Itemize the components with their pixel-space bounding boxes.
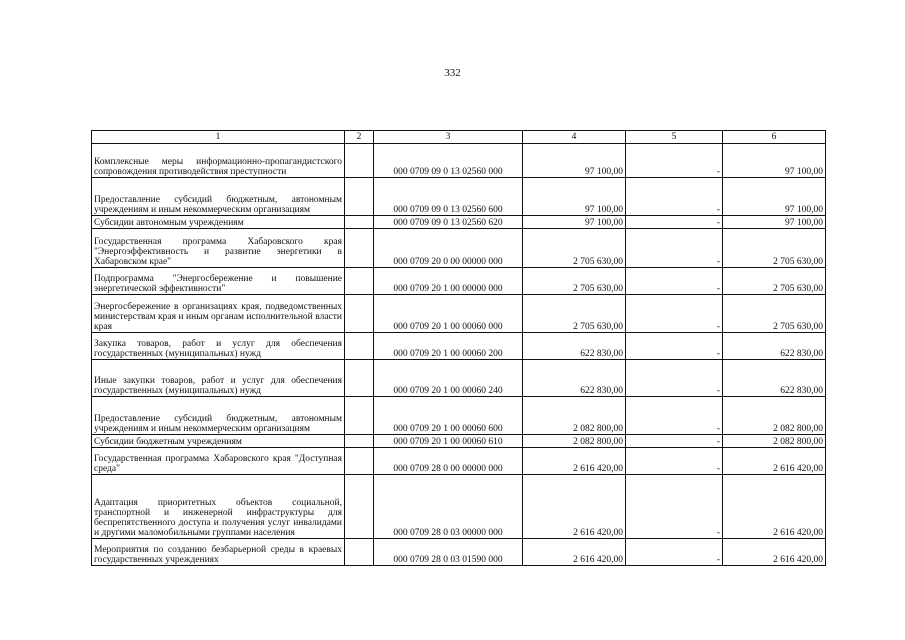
row-col5: - <box>626 539 723 566</box>
row-code: 000 0709 09 0 13 02560 000 <box>374 144 523 178</box>
row-name: Предоставление субсидий бюджетным, автономным учреждениям и иным некоммерческим организациям <box>92 178 345 216</box>
row-name: Субсидии автономным учреждениям <box>92 216 345 229</box>
row-name: Мероприятия по созданию безбарьерной среды в краевых государственных учреждениях <box>92 539 345 566</box>
row-amount: 2 616 420,00 <box>523 448 626 475</box>
row-amount: 97 100,00 <box>523 216 626 229</box>
table-row <box>92 435 826 448</box>
row-col5: - <box>626 178 723 216</box>
row-code: 000 0709 20 1 00 00060 600 <box>374 397 523 435</box>
row-col2 <box>345 435 374 448</box>
row-amount: 2 082 800,00 <box>523 397 626 435</box>
row-code: 000 0709 09 0 13 02560 620 <box>374 216 523 229</box>
row-code: 000 0709 28 0 03 01590 000 <box>374 539 523 566</box>
row-name: Иные закупки товаров, работ и услуг для обеспечения государственных (муниципальных) нужд <box>92 360 345 397</box>
row-amount: 2 616 420,00 <box>523 475 626 539</box>
column-header: 1 <box>92 131 345 144</box>
row-code: 000 0709 20 1 00 00060 610 <box>374 435 523 448</box>
table-row <box>92 475 826 539</box>
row-amount: 97 100,00 <box>523 144 626 178</box>
row-col5: - <box>626 295 723 333</box>
row-total: 97 100,00 <box>723 216 826 229</box>
table-row <box>92 397 826 435</box>
table-row <box>92 360 826 397</box>
row-total: 2 616 420,00 <box>723 539 826 566</box>
table-row <box>92 268 826 295</box>
row-code: 000 0709 09 0 13 02560 600 <box>374 178 523 216</box>
row-total: 622 830,00 <box>723 360 826 397</box>
row-col5: - <box>626 216 723 229</box>
row-name: Энергосбережение в организациях края, подведомственных министерствам края и иным органам исполнительной власти края <box>92 295 345 333</box>
row-name: Субсидии бюджетным учреждениям <box>92 435 345 448</box>
row-name: Государственная программа Хабаровского края "Доступная среда" <box>92 448 345 475</box>
table-row <box>92 216 826 229</box>
row-code: 000 0709 20 1 00 00060 200 <box>374 333 523 360</box>
row-code: 000 0709 20 0 00 00000 000 <box>374 229 523 268</box>
row-amount: 622 830,00 <box>523 360 626 397</box>
column-header: 6 <box>723 131 826 144</box>
row-total: 97 100,00 <box>723 178 826 216</box>
table-row <box>92 448 826 475</box>
row-col5: - <box>626 268 723 295</box>
page-number: 332 <box>444 67 461 79</box>
row-total: 2 705 630,00 <box>723 268 826 295</box>
row-col5: - <box>626 448 723 475</box>
row-total: 2 616 420,00 <box>723 448 826 475</box>
row-col2 <box>345 229 374 268</box>
row-amount: 622 830,00 <box>523 333 626 360</box>
row-code: 000 0709 20 1 00 00060 240 <box>374 360 523 397</box>
table-row <box>92 539 826 566</box>
row-col2 <box>345 448 374 475</box>
row-amount: 2 705 630,00 <box>523 229 626 268</box>
row-amount: 2 082 800,00 <box>523 435 626 448</box>
row-col5: - <box>626 397 723 435</box>
row-col2 <box>345 144 374 178</box>
row-col2 <box>345 295 374 333</box>
column-header: 2 <box>345 131 374 144</box>
row-col2 <box>345 360 374 397</box>
row-col5: - <box>626 229 723 268</box>
table-header-row <box>92 131 826 144</box>
row-col5: - <box>626 435 723 448</box>
row-total: 2 082 800,00 <box>723 435 826 448</box>
row-name: Закупка товаров, работ и услуг для обеспечения государственных (муниципальных) нужд <box>92 333 345 360</box>
row-col2 <box>345 268 374 295</box>
row-col2 <box>345 539 374 566</box>
row-amount: 2 616 420,00 <box>523 539 626 566</box>
row-name: Подпрограмма "Энергосбережение и повышение энергетической эффективности" <box>92 268 345 295</box>
row-total: 2 705 630,00 <box>723 229 826 268</box>
row-name: Комплексные меры информационно-пропагандистского сопровождения противодействия преступности <box>92 144 345 178</box>
table-row <box>92 333 826 360</box>
row-total: 2 616 420,00 <box>723 475 826 539</box>
row-amount: 97 100,00 <box>523 178 626 216</box>
row-col2 <box>345 333 374 360</box>
row-col2 <box>345 216 374 229</box>
table-row <box>92 229 826 268</box>
column-header: 3 <box>374 131 523 144</box>
row-name: Предоставление субсидий бюджетным, автономным учреждениям и иным некоммерческим организациям <box>92 397 345 435</box>
row-name: Государственная программа Хабаровского края "Энергоэффективность и развитие энергетики в Хабаровском крае" <box>92 229 345 268</box>
budget-table <box>91 130 826 566</box>
row-total: 97 100,00 <box>723 144 826 178</box>
row-total: 2 082 800,00 <box>723 397 826 435</box>
table-row <box>92 144 826 178</box>
row-col2 <box>345 397 374 435</box>
row-col5: - <box>626 360 723 397</box>
table-row <box>92 295 826 333</box>
row-amount: 2 705 630,00 <box>523 295 626 333</box>
row-code: 000 0709 28 0 03 00000 000 <box>374 475 523 539</box>
row-col5: - <box>626 333 723 360</box>
row-total: 622 830,00 <box>723 333 826 360</box>
row-amount: 2 705 630,00 <box>523 268 626 295</box>
row-total: 2 705 630,00 <box>723 295 826 333</box>
table-row <box>92 178 826 216</box>
row-col2 <box>345 475 374 539</box>
column-header: 4 <box>523 131 626 144</box>
row-code: 000 0709 20 1 00 00000 000 <box>374 268 523 295</box>
row-name: Адаптация приоритетных объектов социальной, транспортной и инженерной инфраструктуры для беспрепятственного доступа и получения услуг инвалидами и другими маломобильными группами населения <box>92 475 345 539</box>
row-col5: - <box>626 144 723 178</box>
row-col2 <box>345 178 374 216</box>
row-col5: - <box>626 475 723 539</box>
row-code: 000 0709 20 1 00 00060 000 <box>374 295 523 333</box>
column-header: 5 <box>626 131 723 144</box>
row-code: 000 0709 28 0 00 00000 000 <box>374 448 523 475</box>
